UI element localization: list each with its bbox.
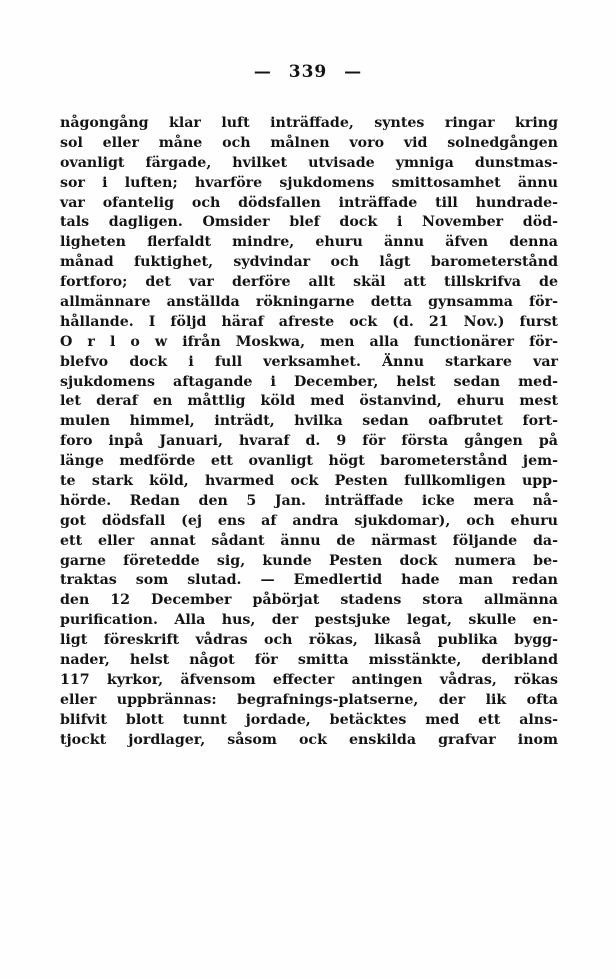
- text-line: länge medförde ett ovanligt högt barometerstånd jem-: [60, 453, 558, 470]
- text-line: let deraf en måttlig köld med östanvind, ehuru mest: [60, 393, 558, 410]
- text-line: ovanligt färgade, hvilket utvisade ymniga dunstmas-: [60, 154, 558, 171]
- text-line: traktas som slutad. — Emedlertid hade man redan: [60, 572, 558, 589]
- text-line: garne företedde sig, kunde Pesten dock numera be-: [60, 552, 558, 569]
- text-line: mulen himmel, inträdt, hvilka sedan oafbrutet fort-: [60, 413, 558, 430]
- text-line: te stark köld, hvarmed ock Pesten fullkomligen upp-: [60, 473, 558, 490]
- text-line: hållande. I följd häraf afreste ock (d. 21 Nov.) furst: [60, 313, 558, 330]
- text-line: ligt föreskrift vådras och rökas, likaså publika bygg-: [60, 632, 558, 649]
- text-line: fortforo; det var derföre allt skäl att tillskrifva de: [60, 274, 558, 291]
- text-line: foro inpå Januari, hvaraf d. 9 för första gången på: [60, 433, 558, 450]
- text-line: var ofantelig och dödsfallen inträffade till hundrade-: [60, 194, 558, 211]
- text-line: allmännare anställda rökningarne detta gynsamma för-: [60, 294, 558, 311]
- page-number-header: — 339 —: [253, 62, 363, 82]
- text-line: ett eller annat sådant ännu de närmast följande da-: [60, 532, 558, 549]
- body-text: [60, 114, 558, 751]
- text-line: blefvo dock i full verksamhet. Ännu starkare var: [60, 353, 558, 370]
- text-line: 117 kyrkor, äfvensom effecter antingen vådras, rökas: [60, 671, 558, 688]
- text-line: ligheten flerfaldt mindre, ehuru ännu äfven denna: [60, 234, 558, 251]
- text-line: purification. Alla hus, der pestsjuke legat, skulle en-: [60, 612, 558, 629]
- text-line: got dödsfall (ej ens af andra sjukdomar), och ehuru: [60, 512, 558, 529]
- text-line: eller uppbrännas: begrafnings-platserne, der lik ofta: [60, 691, 558, 708]
- text-line: någongång klar luft inträffade, syntes ringar kring: [60, 115, 558, 131]
- text-line: tjockt jordlager, såsom ock enskilda grafvar inom: [60, 731, 558, 748]
- text-line: nader, helst något för smitta misstänkte, deribland: [60, 652, 558, 669]
- text-line: O r l o w ifrån Moskwa, men alla functionärer för-: [60, 333, 558, 350]
- text-line: blifvit blott tunnt jordade, betäcktes med ett alns-: [60, 711, 558, 728]
- text-line: hörde. Redan den 5 Jan. inträffade icke mera nå-: [60, 492, 558, 509]
- text-line: tals dagligen. Omsider blef dock i November död-: [60, 214, 558, 231]
- text-line: sjukdomens aftagande i December, helst sedan med-: [60, 373, 558, 390]
- text-line: månad fuktighet, sydvindar och lågt barometerstånd: [60, 254, 558, 271]
- text-line: sol eller måne och målnen voro vid solnedgången: [60, 134, 558, 151]
- text-line: den 12 December påbörjat stadens stora allmänna: [60, 592, 558, 609]
- text-line: sor i luften; hvarföre sjukdomens smittosamhet ännu: [60, 174, 558, 191]
